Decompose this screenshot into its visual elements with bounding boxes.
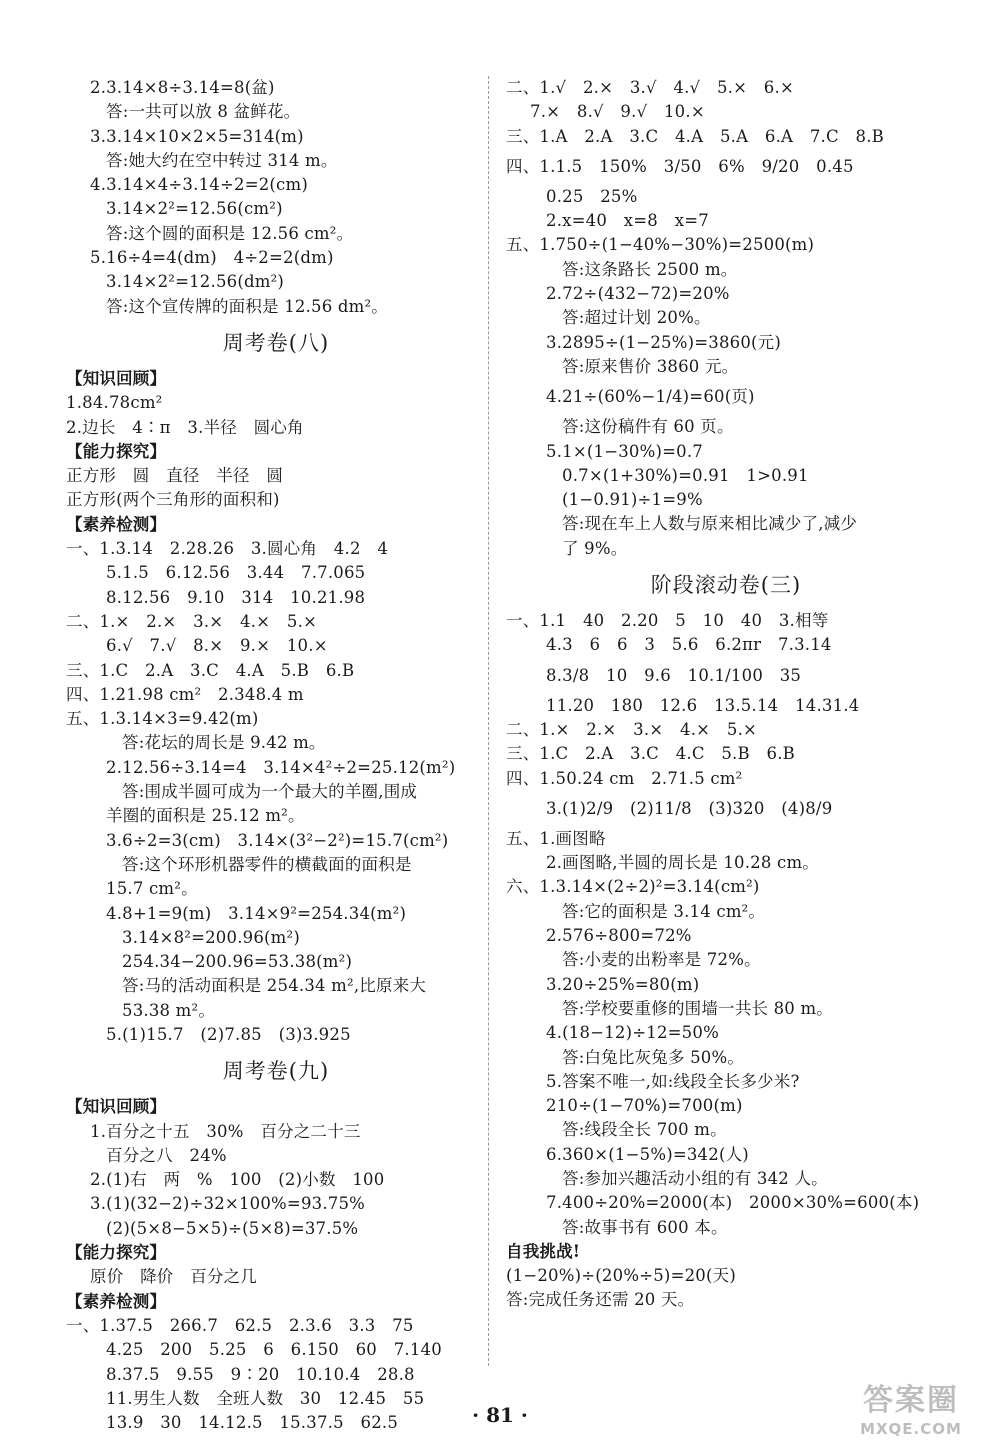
answer-line: 4.21÷(60%−1/4)=60(页) — [546, 387, 755, 407]
answer-line: 一、1.1 40 2.20 5 10 40 3.相等 — [506, 611, 829, 631]
answer-line: 三、1.C 2.A 3.C 4.A 5.B 6.B — [66, 660, 355, 680]
answer-line: 1.84.78cm² — [66, 393, 163, 413]
answer-line: 6.360×(1−5%)=342(人) — [546, 1144, 749, 1164]
answer-line: 答:这份稿件有 60 页。 — [562, 417, 734, 437]
answer-line: 正方形(两个三角形的面积和) — [66, 490, 280, 510]
answer-line: 5.答案不唯一,如:线段全长多少米? — [546, 1071, 800, 1091]
answer-line: 答:这个宣传牌的面积是 12.56 dm²。 — [106, 296, 389, 316]
answer-line: 五、1.3.14×3=9.42(m) — [66, 709, 259, 729]
answer-line: 15.7 cm²。 — [106, 879, 198, 899]
answer-line: 5.(1)15.7 (2)7.85 (3)3.925 — [106, 1024, 351, 1044]
answer-line: 2.x=40 x=8 x=7 — [546, 211, 709, 231]
answer-line: 答:完成任务还需 20 天。 — [506, 1290, 695, 1310]
section-title: 阶段滚动卷(三) — [650, 573, 802, 598]
answer-line: 4.3 6 6 3 5.6 6.2πr 7.3.14 — [546, 635, 832, 655]
answer-line: 答:小麦的出粉率是 72%。 — [562, 950, 761, 970]
answer-line: (1−20%)÷(20%÷5)=20(天) — [506, 1266, 736, 1286]
answer-line: 答:原来售价 3860 元。 — [562, 356, 739, 376]
subsection-heading: 自我挑战! — [506, 1241, 581, 1261]
answer-line: 答:线段全长 700 m。 — [562, 1120, 727, 1140]
answer-line: 254.34−200.96=53.38(m²) — [122, 952, 353, 972]
answer-line: 答:故事书有 600 本。 — [562, 1217, 728, 1237]
answer-line: 一、1.37.5 266.7 62.5 2.3.6 3.3 75 — [66, 1315, 414, 1335]
subsection-heading: 【知识回顾】 — [66, 1097, 167, 1117]
answer-line: 210÷(1−70%)=700(m) — [546, 1096, 743, 1116]
answer-line: 11.男生人数 全班人数 30 12.45 55 — [106, 1388, 425, 1408]
answer-line: 1.百分之十五 30% 百分之二十三 — [90, 1121, 361, 1141]
watermark-logo — [836, 1383, 986, 1443]
answer-line: 8.12.56 9.10 314 10.21.98 — [106, 587, 366, 607]
answer-line: 4.25 200 5.25 6 6.150 60 7.140 — [106, 1340, 442, 1360]
answer-line: 答:白兔比灰兔多 50%。 — [562, 1047, 745, 1067]
answer-line: 四、1.50.24 cm 2.71.5 cm² — [506, 768, 743, 788]
answer-line: 答:它的面积是 3.14 cm²。 — [562, 901, 766, 921]
answer-line: 原价 降价 百分之几 — [90, 1267, 257, 1287]
answer-line: 3.(1)(32−2)÷32×100%=93.75% — [90, 1194, 366, 1214]
page-number: · 81 · — [472, 1403, 528, 1427]
answer-line: 3.20÷25%=80(m) — [546, 974, 700, 994]
answer-line: 7.× 8.√ 9.√ 10.× — [530, 102, 705, 122]
answer-line: 答:她大约在空中转过 314 m。 — [106, 150, 338, 170]
answer-line: 三、1.A 2.A 3.C 4.A 5.A 6.A 7.C 8.B — [506, 126, 884, 146]
answer-line: 羊圈的面积是 25.12 m²。 — [106, 806, 305, 826]
answer-line: 六、1.3.14×(2÷2)²=3.14(cm²) — [506, 877, 760, 897]
subsection-heading: 【素养检测】 — [66, 1291, 167, 1311]
answer-line: 5.16÷4=4(dm) 4÷2=2(dm) — [90, 248, 334, 268]
answer-line: 3.14×8²=200.96(m²) — [122, 927, 300, 947]
answer-line: 答:学校要重修的围墙一共长 80 m。 — [562, 998, 833, 1018]
answer-line: 了 9%。 — [562, 538, 628, 558]
subsection-heading: 【能力探究】 — [66, 441, 167, 461]
answer-line: 2.72÷(432−72)=20% — [546, 284, 730, 304]
section-title: 周考卷(八) — [222, 330, 330, 355]
section-title: 周考卷(九) — [222, 1059, 330, 1084]
answer-line: 3.14×2²=12.56(dm²) — [106, 272, 285, 292]
answer-line: 答:这个环形机器零件的横截面的面积是 — [122, 854, 412, 874]
answer-line: 4.(18−12)÷12=50% — [546, 1023, 719, 1043]
answer-line: 答:参加兴趣活动小组的有 342 人。 — [562, 1168, 828, 1188]
subsection-heading: 【能力探究】 — [66, 1243, 167, 1263]
answer-line: 五、1.750÷(1−40%−30%)=2500(m) — [506, 235, 815, 255]
watermark-text: 答案圈 — [863, 1383, 959, 1418]
subsection-heading: 【素养检测】 — [66, 514, 167, 534]
answer-line: 11.20 180 12.6 13.5.14 14.31.4 — [546, 695, 860, 715]
answer-line: 答:花坛的周长是 9.42 m。 — [122, 733, 326, 753]
answer-line: 答:超过计划 20%。 — [562, 308, 711, 328]
answer-line: 二、1.× 2.× 3.× 4.× 5.× — [506, 719, 758, 739]
answer-line: 答:马的活动面积是 254.34 m²,比原来大 — [122, 976, 427, 996]
answer-line: 2.12.56÷3.14=4 3.14×4²÷2=25.12(m²) — [106, 757, 456, 777]
answer-line: 答:一共可以放 8 盆鲜花。 — [106, 102, 301, 122]
answer-line: 一、1.3.14 2.28.26 3.圆心角 4.2 4 — [66, 539, 389, 559]
answer-line: 6.√ 7.√ 8.× 9.× 10.× — [106, 636, 328, 656]
answer-line: 五、1.画图略 — [506, 828, 606, 848]
answer-line: 8.3/8 10 9.6 10.1/100 35 — [546, 665, 802, 685]
answer-line: 2.画图略,半圆的周长是 10.28 cm。 — [546, 853, 820, 873]
column-divider — [488, 76, 489, 1366]
right-column — [506, 76, 946, 1313]
answer-line: 三、1.C 2.A 3.C 4.C 5.B 6.B — [506, 744, 795, 764]
subsection-heading: 【知识回顾】 — [66, 368, 167, 388]
answer-line: 答:围成半圆可成为一个最大的羊圈,围成 — [122, 782, 418, 802]
answer-line: 3.6÷2=3(cm) 3.14×(3²−2²)=15.7(cm²) — [106, 830, 449, 850]
answer-line: 7.400÷20%=2000(本) 2000×30%=600(本) — [546, 1193, 920, 1213]
answer-line: (2)(5×8−5×5)÷(5×8)=37.5% — [106, 1218, 359, 1238]
answer-line: 53.38 m²。 — [122, 1000, 216, 1020]
answer-line: (1−0.91)÷1=9% — [562, 490, 703, 510]
answer-line: 正方形 圆 直径 半径 圆 — [66, 466, 284, 486]
answer-line: 3.(1)2/9 (2)11/8 (3)320 (4)8/9 — [546, 798, 833, 818]
answer-line: 4.8+1=9(m) 3.14×9²=254.34(m²) — [106, 903, 407, 923]
answer-line: 0.25 25% — [546, 186, 638, 206]
answer-line: 3.3.14×10×2×5=314(m) — [90, 126, 304, 146]
answer-line: 百分之八 24% — [106, 1145, 227, 1165]
answer-line: 2.(1)右 两 % 100 (2)小数 100 — [90, 1170, 385, 1190]
answer-line: 四、1.21.98 cm² 2.348.4 m — [66, 684, 304, 704]
answer-line: 四、1.1.5 150% 3/50 6% 9/20 0.45 — [506, 156, 854, 176]
answer-line: 2.3.14×8÷3.14=8(盆) — [90, 78, 275, 97]
answer-line: 13.9 30 14.12.5 15.37.5 62.5 — [106, 1413, 399, 1433]
answer-line: 2.576÷800=72% — [546, 926, 692, 946]
answer-line: 二、1.√ 2.× 3.√ 4.√ 5.× 6.× — [506, 78, 794, 97]
answer-line: 4.3.14×4÷3.14÷2=2(cm) — [90, 175, 308, 195]
answer-line: 3.14×2²=12.56(cm²) — [106, 199, 283, 219]
answer-line: 答:这条路长 2500 m。 — [562, 259, 738, 279]
answer-line: 0.7×(1+30%)=0.91 1>0.91 — [562, 465, 809, 485]
answer-line: 答:这个圆的面积是 12.56 cm²。 — [106, 223, 354, 243]
answer-line: 3.2895÷(1−25%)=3860(元) — [546, 332, 782, 352]
answer-line: 二、1.× 2.× 3.× 4.× 5.× — [66, 611, 318, 631]
answer-line: 2.边长 4∶π 3.半径 圆心角 — [66, 417, 304, 437]
answer-line: 答:现在车上人数与原来相比减少了,减少 — [562, 514, 858, 534]
answer-line: 5.1.5 6.12.56 3.44 7.7.065 — [106, 563, 366, 583]
watermark-url: MXQE.COM — [860, 1420, 962, 1438]
answer-line: 5.1×(1−30%)=0.7 — [546, 441, 704, 461]
left-column — [66, 76, 486, 1435]
answer-line: 8.37.5 9.55 9∶20 10.10.4 28.8 — [106, 1364, 415, 1384]
